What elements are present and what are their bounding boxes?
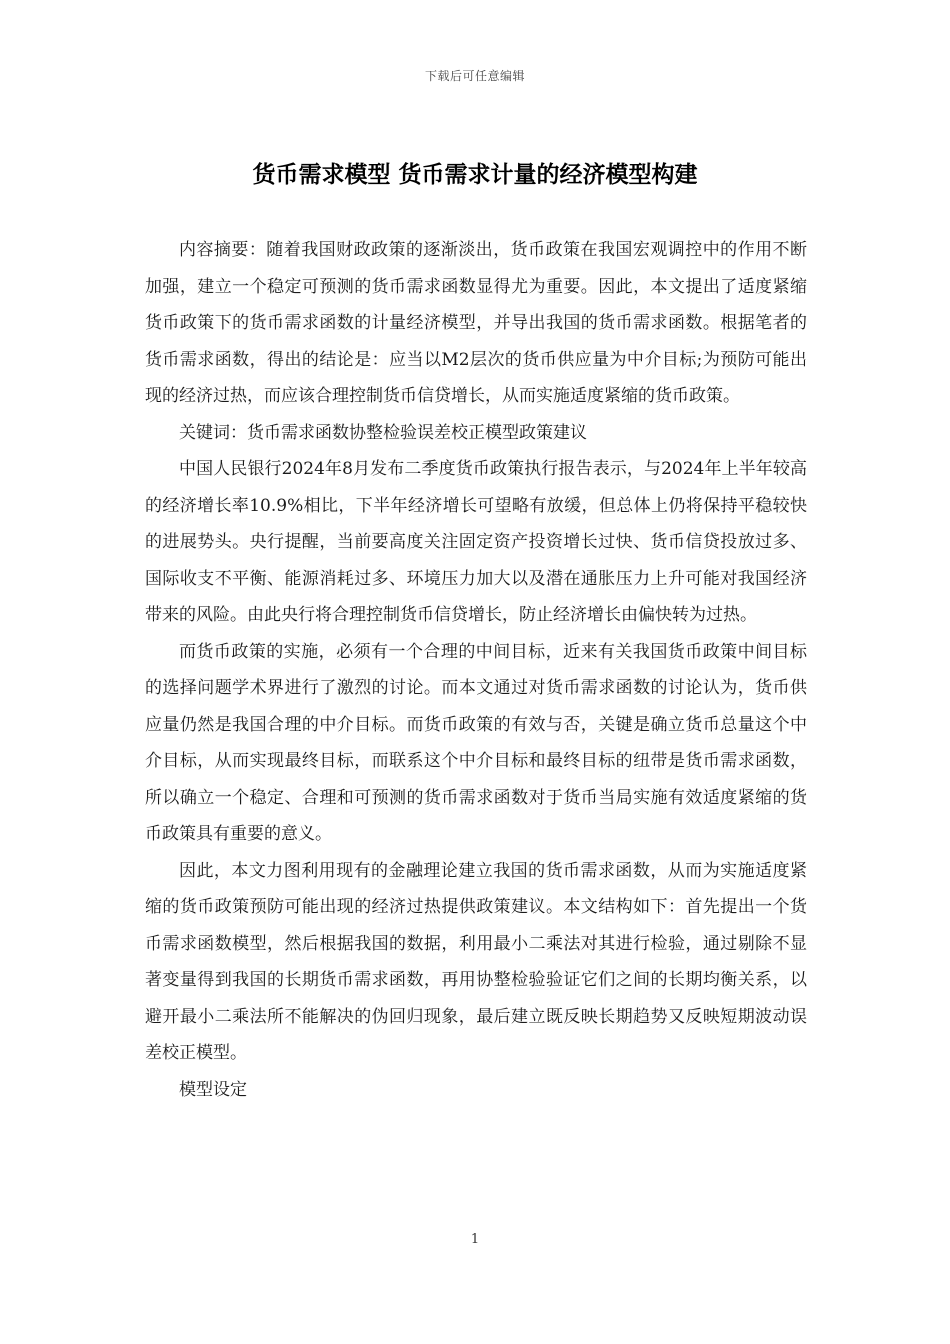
header-note: 下载后可任意编辑 (424, 69, 525, 83)
page-number: 1 (470, 1232, 480, 1247)
keywords-paragraph: 关键词：货币需求函数协整检验误差校正模型政策建议 (179, 422, 587, 443)
body-paragraph: 而货币政策的实施，必须有一个合理的中间目标，近来有关我国货币政策中间目标的选择问题学术界进行了激烈的讨论。而本文通过对货币需求函数的讨论认为，货币供应量仍然是我国合理的中介目标。而货币政策的有效与否，关键是确立货币总量这个中介目标，从而实现最终目标，而联系这个中介目标和最终目标的纽带是货币需求函数，所以确立一个稳定、合理和可预测的货币需求函数对于货币当局实施有效适度紧缩的货币政策具有重要的意义。 (145, 641, 807, 844)
body-paragraph: 因此，本文力图利用现有的金融理论建立我国的货币需求函数，从而为实施适度紧缩的货币政策预防可能出现的经济过热提供政策建议。本文结构如下：首先提出一个货币需求函数模型，然后根据我国的数据，利用最小二乘法对其进行检验，通过剔除不显著变量得到我国的长期货币需求函数，再用协整检验验证它们之间的长期均衡关系，以避开最小二乘法所不能解决的伪回归现象，最后建立既反映长期趋势又反映短期波动误差校正模型。 (145, 860, 807, 1063)
document-title: 货币需求模型 货币需求计量的经济模型构建 (252, 162, 698, 188)
document-body (145, 232, 807, 1108)
section-heading: 模型设定 (179, 1079, 247, 1100)
body-paragraph: 中国人民银行2024年8月发布二季度货币政策执行报告表示，与2024年上半年较高的经济增长率10.9%相比，下半年经济增长可望略有放缓，但总体上仍将保持平稳较快的进展势头。央行提醒，当前要高度关注固定资产投资增长过快、货币信贷投放过多、国际收支不平衡、能源消耗过多、环境压力加大以及潜在通胀压力上升可能对我国经济带来的风险。由此央行将合理控制货币信贷增长，防止经济增长由偏快转为过热。 (145, 459, 807, 625)
abstract-paragraph: 内容摘要：随着我国财政政策的逐渐淡出，货币政策在我国宏观调控中的作用不断加强，建立一个稳定可预测的货币需求函数显得尤为重要。因此，本文提出了适度紧缩货币政策下的货币需求函数的计量经济模型，并导出我国的货币需求函数。根据笔者的货币需求函数，得出的结论是：应当以M2层次的货币供应量为中介目标;为预防可能出现的经济过热，而应该合理控制货币信贷增长，从而实施适度紧缩的货币政策。 (145, 240, 807, 406)
